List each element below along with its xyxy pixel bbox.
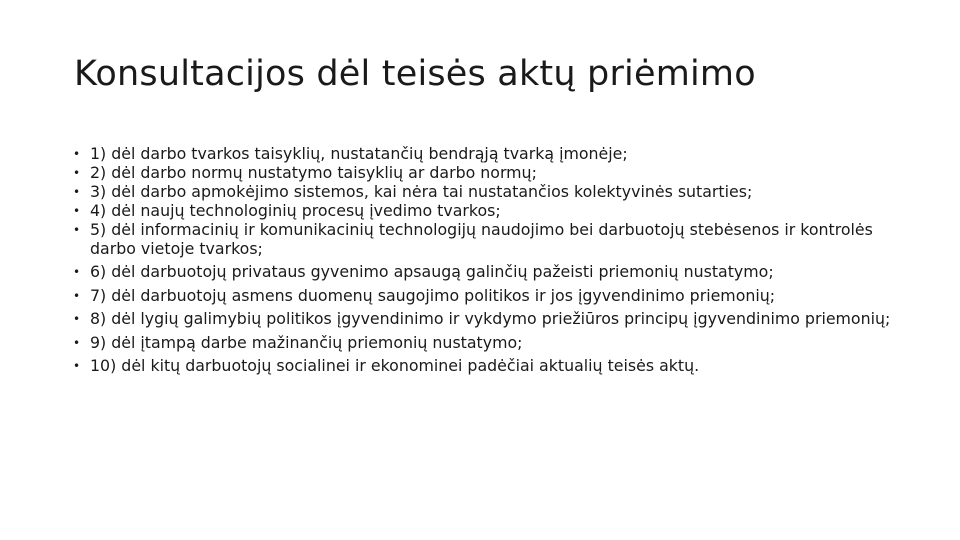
list-item [70, 357, 900, 376]
bullet-icon: • [73, 147, 81, 161]
list-item [70, 221, 900, 258]
bullet-icon: • [73, 185, 81, 199]
list-item-text: 10) dėl kitų darbuotojų socialinei ir ekonominei padėčiai aktualių teisės aktų. [90, 356, 700, 375]
bullet-icon: • [73, 166, 81, 180]
list-item-text: 8) dėl lygių galimybių politikos įgyvendinimo ir vykdymo priežiūros principų įgyvendinimo priemonių; [90, 309, 891, 328]
slide-title: Konsultacijos dėl teisės aktų priėmimo [74, 54, 756, 94]
list-item-text: 3) dėl darbo apmokėjimo sistemos, kai nėra tai nustatančios kolektyvinės sutarties; [90, 182, 753, 201]
bullet-icon: • [73, 359, 81, 373]
bullet-icon: • [73, 223, 81, 237]
list-item [70, 164, 900, 183]
list-item [70, 287, 900, 306]
list-item-text: 6) dėl darbuotojų privataus gyvenimo apsaugą galinčių pažeisti priemonių nustatymo; [90, 262, 774, 281]
list-item-text: 9) dėl įtampą darbe mažinančių priemonių nustatymo; [90, 332, 523, 352]
list-item [70, 263, 900, 282]
list-item [70, 145, 900, 164]
bullet-icon: • [73, 265, 81, 279]
bullet-icon: • [73, 312, 81, 326]
list-item [70, 183, 900, 202]
bullet-icon: • [73, 288, 81, 303]
list-item-text: 7) dėl darbuotojų asmens duomenų saugojimo politikos ir jos įgyvendinimo priemonių; [90, 285, 776, 305]
list-item-text: 2) dėl darbo normų nustatymo taisyklių ar darbo normų; [90, 163, 537, 182]
bullet-icon: • [73, 204, 81, 218]
list-item [70, 310, 900, 329]
bullet-icon: • [73, 335, 81, 350]
bullet-list [70, 145, 900, 381]
list-item-text: 5) dėl informacinių ir komunikacinių technologijų naudojimo bei darbuotojų stebėsenos ir kontrolės darbo vietoje tvarkos; [90, 220, 873, 258]
list-item-text: 4) dėl naujų technologinių procesų įvedimo tvarkos; [90, 201, 501, 220]
list-item [70, 202, 900, 221]
list-item-text: 1) dėl darbo tvarkos taisyklių, nustatančių bendrąją tvarką įmonėje; [90, 144, 628, 163]
list-item [70, 334, 900, 353]
